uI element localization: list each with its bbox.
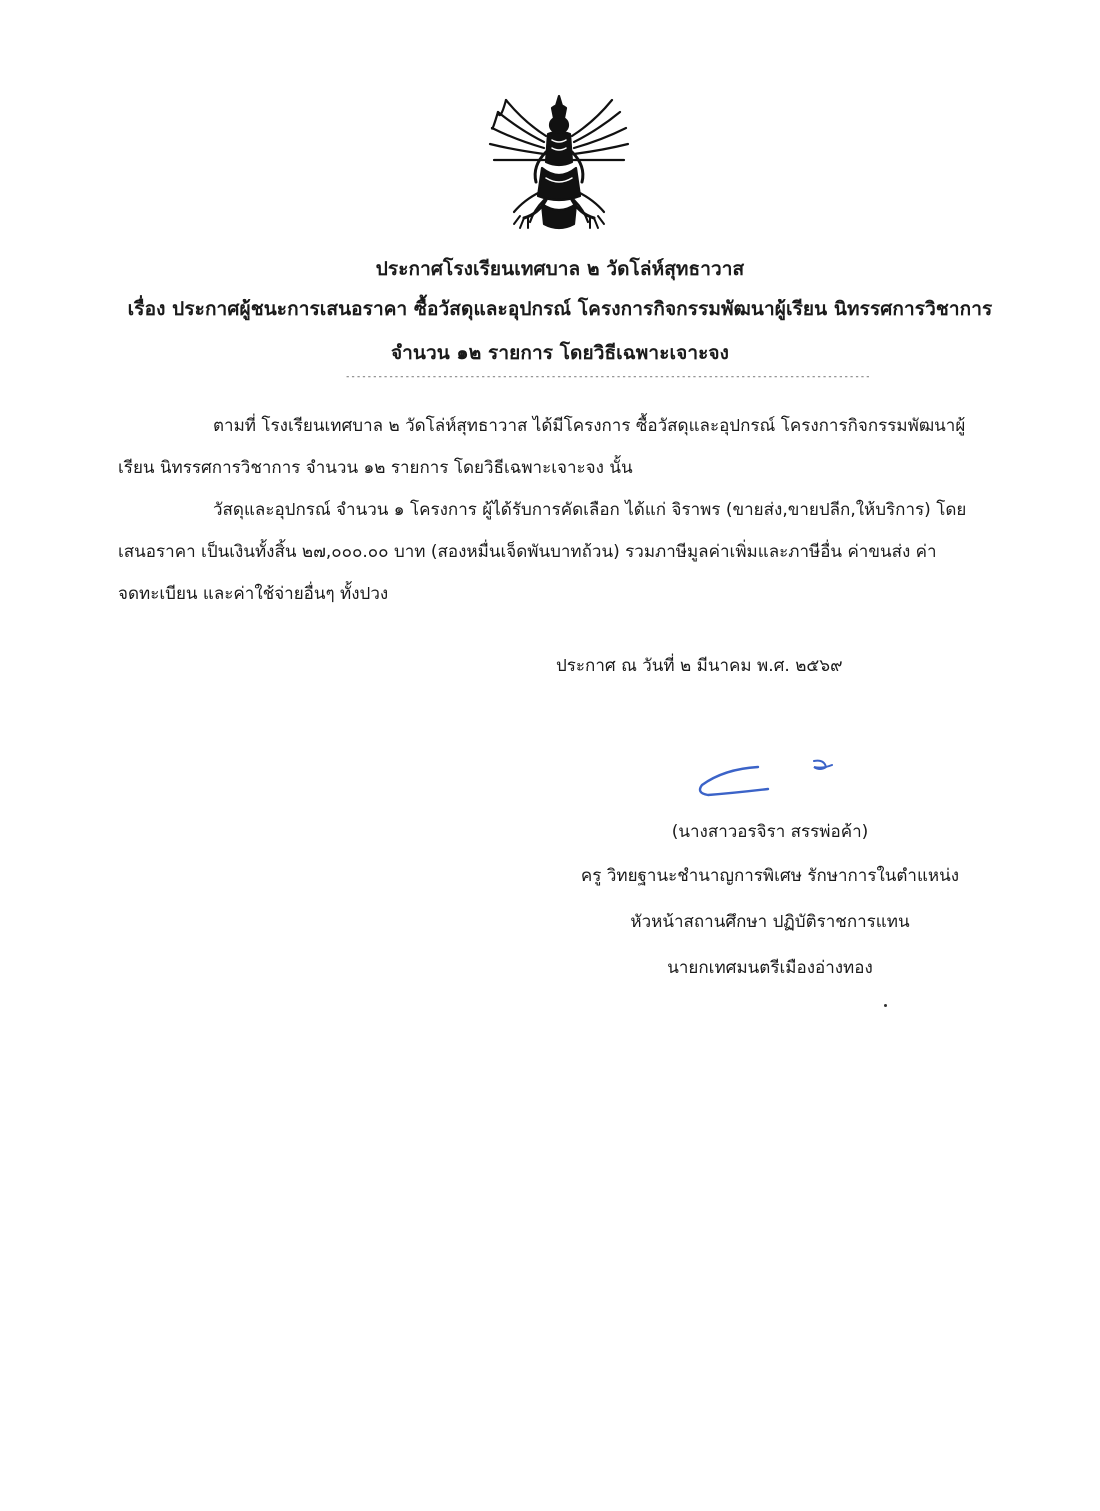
body-paragraph-2-line-1: วัสดุและอุปกรณ์ จำนวน ๑ โครงการ ผู้ได้รับการคัดเลือก ได้แก่ จิราพร (ขายส่ง,ขายปลีก,ให้บริการ) โดย: [213, 500, 967, 520]
signatory-position-3: นายกเทศมนตรีเมืองอ่างทอง: [667, 958, 873, 978]
stray-mark: [884, 1004, 887, 1007]
body-paragraph-2-line-3: จดทะเบียน และค่าใช้จ่ายอื่นๆ ทั้งปวง: [118, 584, 389, 604]
garuda-emblem-icon: [484, 92, 634, 240]
announcement-date: ประกาศ ณ วันที่ ๒ มีนาคม พ.ศ. ๒๕๖๙: [556, 656, 843, 676]
announcement-subject-cont: จำนวน ๑๒ รายการ โดยวิธีเฉพาะเจาะจง: [390, 342, 730, 364]
body-paragraph-1-line-2: เรียน นิทรรศการวิชาการ จำนวน ๑๒ รายการ โดยวิธีเฉพาะเจาะจง นั้น: [118, 458, 633, 478]
body-paragraph-2-line-2: เสนอราคา เป็นเงินทั้งสิ้น ๒๗,๐๐๐.๐๐ บาท (สองหมื่นเจ็ดพันบาทถ้วน) รวมภาษีมูลค่าเพิ่มและภาษีอื่น ค่าขนส่ง ค่า: [118, 542, 937, 562]
divider-line: -------------------------------------------------------------------------------------------------: [345, 372, 871, 382]
body-paragraph-1-line-1: ตามที่ โรงเรียนเทศบาล ๒ วัดโล่ห์สุทธาวาส ได้มีโครงการ ซื้อวัสดุและอุปกรณ์ โครงการกิจกรรมพัฒนาผู้: [213, 416, 966, 436]
signatory-position-1: ครู วิทยฐานะชำนาญการพิเศษ รักษาการในตำแหน่ง: [580, 866, 960, 886]
signatory-name: (นางสาวอรจิรา สรรพ่อค้า): [671, 822, 869, 842]
announcement-subject: เรื่อง ประกาศผู้ชนะการเสนอราคา ซื้อวัสดุและอุปกรณ์ โครงการกิจกรรมพัฒนาผู้เรียน นิทรรศการวิชาการ: [127, 298, 993, 320]
signature-icon: [694, 755, 844, 805]
signatory-position-2: หัวหน้าสถานศึกษา ปฏิบัติราชการแทน: [630, 912, 910, 932]
announcement-title: ประกาศโรงเรียนเทศบาล ๒ วัดโล่ห์สุทธาวาส: [375, 258, 745, 280]
